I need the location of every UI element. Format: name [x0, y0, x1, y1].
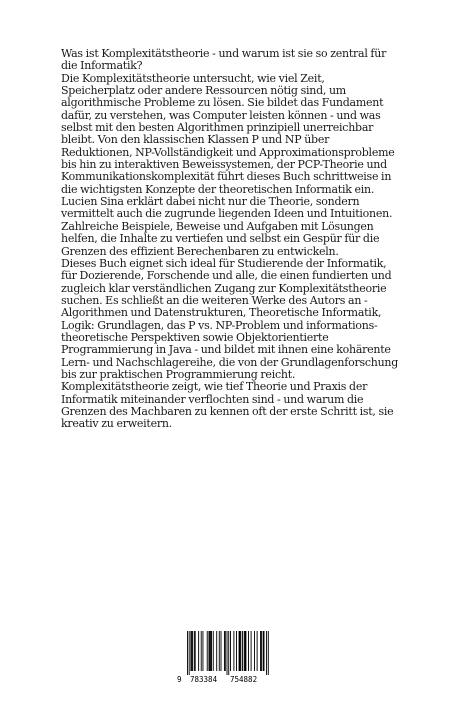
barcode-bars: [175, 631, 275, 675]
isbn-number: [175, 675, 275, 687]
isbn-right-group: 754882: [230, 675, 258, 684]
barcode-bar: [239, 631, 240, 671]
barcode-bar: [207, 631, 208, 671]
barcode-bar: [260, 631, 261, 671]
barcode-bar: [233, 631, 234, 671]
back-cover-blurb: [61, 48, 401, 431]
barcode-bar: [194, 631, 195, 671]
barcode-guard-bar: [268, 631, 269, 675]
barcode-bar: [257, 631, 258, 671]
barcode-bar: [209, 631, 210, 671]
barcode-bar: [254, 631, 255, 671]
barcode-bar: [239, 631, 240, 671]
blurb-question: Was ist Komplexitätstheorie - und warum ist sie so zentral für die Informatik?: [61, 47, 387, 73]
barcode-guard-bar: [227, 631, 228, 675]
blurb-paragraph-closing: Komplexitätstheorie zeigt, wie tief Theorie und Praxis der Informatik miteinander verflochten sind - und warum die Grenzen des Machbaren zu kennen oft der erste Schritt ist, sie kreativ zu erweitern.: [61, 380, 394, 431]
barcode-bar: [240, 631, 241, 671]
barcode-guard-bar: [266, 631, 267, 675]
barcode-bar: [264, 631, 265, 671]
blurb-paragraph-audience: Dieses Buch eignet sich ideal für Studierende der Informatik, für Dozierende, Forschende und alle, die einen fundierten und zugleich klar verständlichen Zugang zur Komplexitätstheorie suchen. Es schließt an die weiteren Werke des Autors an - Algorithmen und Datenstrukturen, Theoretische Informatik, Logik: Grundlagen, das P vs. NP-Problem und informations-theoretische Perspektiven sowie Objektorientierte Programmierung in Java - und bildet mit ihnen eine kohärente Lern- und Nachschlagereihe, die von der Grundlagenforschung bis zur praktischen Programmierung reicht.: [61, 256, 399, 381]
isbn-left-group: 783384: [190, 675, 218, 684]
barcode-guard-bar: [228, 631, 229, 675]
barcode-bar: [244, 631, 245, 671]
barcode-bar: [251, 631, 252, 671]
barcode-bar: [261, 631, 262, 671]
barcode-bar: [213, 631, 214, 671]
barcode-bar: [236, 631, 237, 671]
barcode-bar: [248, 631, 249, 671]
barcode-bar: [263, 631, 264, 671]
blurb-paragraph-author: Lucien Sina erklärt dabei nicht nur die Theorie, sondern vermittelt auch die zugrunde liegenden Ideen und Intuitionen. Zahlreiche Beispiele, Beweise und Aufgaben mit Lösungen helfen, die Inhalte zu vertiefen und selbst ein Gespür für die Grenzen des effizient Berechenbaren zu entwickeln.: [61, 195, 393, 258]
isbn-first-digit: 9: [177, 675, 182, 684]
barcode-bar: [201, 631, 202, 671]
barcode-bar: [221, 631, 222, 671]
barcode-bar: [195, 631, 196, 671]
barcode-bar: [190, 631, 191, 671]
barcode-bar: [242, 631, 243, 671]
barcode-bar: [225, 631, 226, 671]
barcode-bar: [245, 631, 246, 671]
barcode-bar: [219, 631, 220, 671]
barcode-bar: [230, 631, 231, 671]
barcode-bar: [216, 631, 217, 671]
barcode-bar: [211, 631, 212, 671]
barcode-bar: [202, 631, 203, 671]
barcode-bar: [224, 631, 225, 671]
barcode-bar: [191, 631, 192, 671]
barcode-bar: [245, 631, 246, 671]
blurb-paragraph-intro: Die Komplexitätstheorie untersucht, wie viel Zeit, Speicherplatz oder andere Ressourcen nötig sind, um algorithmische Probleme zu lösen. Sie bildet das Fundament dafür, zu verstehen, was Computer leisten können - und was selbst mit den besten Algorithmen prinzipiell unerreichbar bleibt. Von den klassischen Klassen P und NP über Reduktionen, NP-Vollständigkeit und Approximationsprobleme bis hin zu interaktiven Beweissystemen, der PCP-Theorie und Kommunikationskomplexität führt dieses Buch schrittweise in die wichtigsten Konzepte der theoretischen Informatik ein.: [61, 71, 395, 196]
isbn-barcode: [175, 631, 275, 689]
barcode-bar: [210, 631, 211, 671]
barcode-bar: [198, 631, 199, 671]
barcode-guard-bar: [187, 631, 188, 675]
barcode-guard-bar: [189, 631, 190, 675]
barcode-bar: [209, 631, 210, 671]
barcode-bar: [192, 631, 193, 671]
